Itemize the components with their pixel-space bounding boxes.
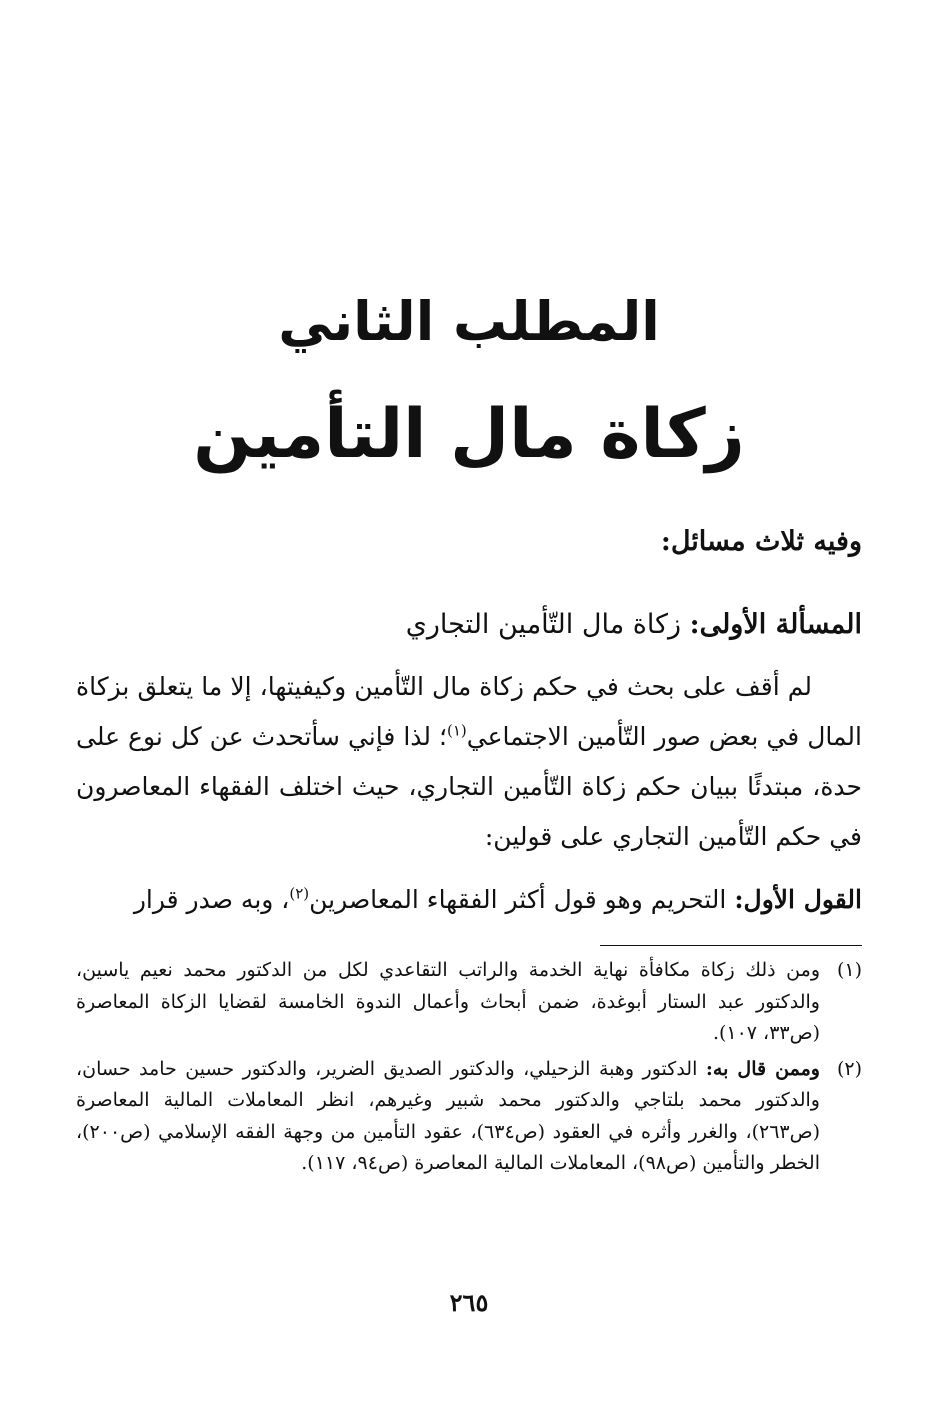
footnote-divider [600, 945, 862, 946]
issue-heading-text: زكاة مال التّأمين التجاري [405, 609, 682, 640]
footnotes [76, 955, 862, 1184]
section-title: المطلب الثاني [278, 290, 660, 353]
footnote-number: (٢) [836, 1057, 862, 1080]
body-text-part-2: ؛ لذا فإني سأتحدث عن كل نوع على حدة، مبتدئًا ببيان حكم زكاة التّأمين التجاري، حيث اختلف الفقهاء المعاصرون في حكم التّأمين التجاري على قولين: [76, 722, 862, 851]
body-text-part-1: لم أقف على بحث في حكم زكاة مال التّأمين وكيفيتها، إلا ما يتعلق بزكاة المال في بعض صور التّأمين الاجتماعي [76, 672, 862, 751]
footnote-ref-2[interactable]: (٢) [289, 884, 310, 903]
page-number: ٢٦٥ [449, 1288, 489, 1317]
footnote-ref-1[interactable]: (١) [447, 721, 467, 740]
footnote-2 [76, 1054, 862, 1180]
opinion-text-part-2: ، وبه صدر قرار [133, 885, 290, 914]
intro-heading: وفيه ثلاث مسائل: [660, 526, 862, 557]
footnote-text: الدكتور وهبة الزحيلي، والدكتور الصديق الضرير، والدكتور حسين حامد حسان، والدكتور محمد بلتاجي والدكتور محمد شبير وغيرهم، انظر المعاملات المالية المعاصرة (ص٢٦٣)، والغرر وأثره في العقود (ص٦٣٤)، عقود التأمين من وجهة الفقه الإسلامي (ص٢٠٠)، الخطر والتأمين (ص٩٨)، المعاملات المالية المعاصرة (ص٩٤، ١١٧). [76, 1057, 821, 1174]
footnote-1 [76, 955, 862, 1050]
issue-heading-label: المسألة الأولى: [689, 609, 862, 640]
main-title: زكاة مال التأمين [193, 395, 745, 474]
opinion-paragraph [76, 875, 862, 925]
footnote-lead: وممن قال به: [705, 1057, 820, 1080]
opinion-text-part-1: التحريم وهو قول أكثر الفقهاء المعاصرين [309, 885, 727, 914]
footnote-text: ومن ذلك زكاة مكافأة نهاية الخدمة والراتب التقاعدي لكل من الدكتور محمد نعيم ياسين، والدكتور عبد الستار أبوغدة، ضمن أبحاث وأعمال الندوة الخامسة لقضايا الزكاة المعاصرة (ص٣٣، ١٠٧). [76, 959, 820, 1044]
opinion-label: القول الأول: [734, 885, 862, 914]
body-paragraph [76, 662, 862, 862]
issue-heading [406, 603, 862, 647]
footnote-number: (١) [836, 959, 862, 981]
